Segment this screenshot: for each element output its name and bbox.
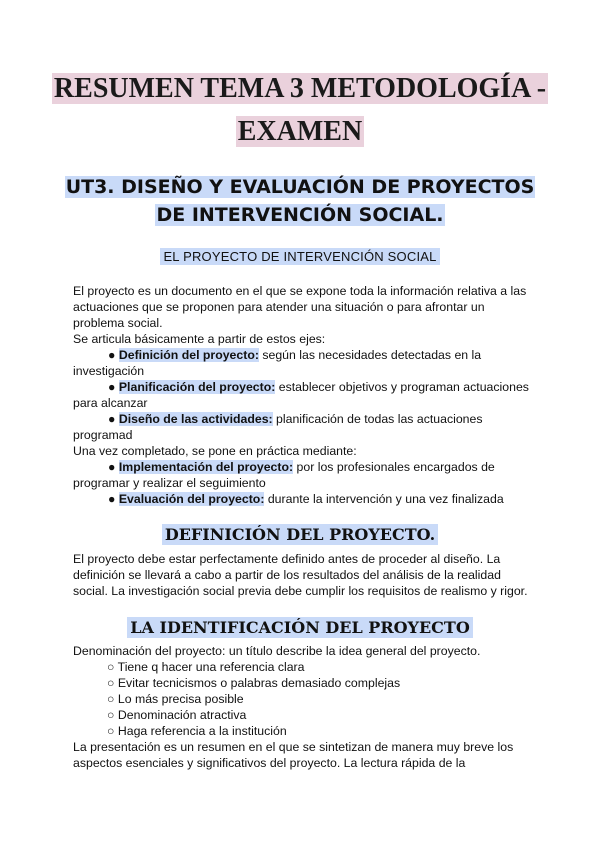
circle-bullet-icon: ○ <box>107 676 115 690</box>
list-item-text: establecer objetivos y programan actuaciones <box>275 380 529 394</box>
paragraph-line: Denominación del proyecto: un título describe la idea general del proyecto. <box>73 644 481 658</box>
list-item-continuation: para alcanzar <box>73 396 148 410</box>
list-item-continuation: investigación <box>73 364 145 378</box>
paragraph-line: problema social. <box>73 316 163 330</box>
list-item: ○ Tiene q hacer una referencia clara <box>107 660 305 674</box>
list-item <box>108 459 568 475</box>
list-item-text: según las necesidades detectadas en la <box>258 348 482 362</box>
list-item <box>108 347 568 363</box>
paragraph-line: definición se llevará a cabo a partir de los resultados del análisis de la realidad <box>73 568 501 582</box>
bullet-icon: ● <box>108 460 116 474</box>
list-item-continuation: programad <box>73 428 133 442</box>
document-title: RESUMEN TEMA 3 METODOLOGÍA - <box>53 73 547 104</box>
bullet-icon: ● <box>108 412 116 426</box>
circle-bullet-icon: ○ <box>107 660 115 674</box>
paragraph-line: La presentación es un resumen en el que se sintetizan de manera muy breve los <box>73 740 514 754</box>
list-item <box>108 411 568 427</box>
list-item-term: Diseño de las actividades: <box>118 412 273 426</box>
unit-heading-line2: DE INTERVENCIÓN SOCIAL. <box>156 204 444 226</box>
list-item-text: por los profesionales encargados de <box>293 460 495 474</box>
paragraph-line: Una vez completado, se pone en práctica mediante: <box>73 444 357 458</box>
list-item <box>108 491 568 507</box>
section-heading-identificacion: LA IDENTIFICACIÓN DEL PROYECTO <box>0 617 600 639</box>
list-item: ○ Haga referencia a la institución <box>107 724 287 738</box>
bullet-icon: ● <box>108 380 116 394</box>
paragraph-line: El proyecto es un documento en el que se expone toda la información relativa a las <box>73 284 527 298</box>
list-item-term: Implementación del proyecto: <box>118 460 294 474</box>
circle-bullet-icon: ○ <box>107 692 115 706</box>
list-item-text: durante la intervención y una vez finalizada <box>264 492 504 506</box>
paragraph-line: social. La investigación social previa debe cumplir los requisitos de realismo y rigor. <box>73 584 528 598</box>
list-item-text: planificación de todas las actuaciones <box>272 412 483 426</box>
list-item: ○ Evitar tecnicismos o palabras demasiado complejas <box>107 676 401 690</box>
bullet-icon: ● <box>108 492 116 506</box>
paragraph-line: Se articula básicamente a partir de estos ejes: <box>73 332 326 346</box>
paragraph-line: El proyecto debe estar perfectamente definido antes de proceder al diseño. La <box>73 552 501 566</box>
bullet-icon: ● <box>108 348 116 362</box>
document-title-line2: EXAMEN <box>237 116 363 147</box>
unit-heading: UT3. DISEÑO Y EVALUACIÓN DE PROYECTOS <box>65 176 535 198</box>
list-item-continuation: programar y realizar el seguimiento <box>73 476 266 490</box>
list-item-term: Definición del proyecto: <box>118 348 259 362</box>
list-item-term: Planificación del proyecto: <box>118 380 276 394</box>
list-item-term: Evaluación del proyecto: <box>118 492 265 506</box>
list-item: ○ Denominación atractiva <box>107 708 247 722</box>
paragraph-line: aspectos esenciales y significativos del proyecto. La lectura rápida de la <box>73 756 466 770</box>
circle-bullet-icon: ○ <box>107 708 115 722</box>
section-heading-definicion: DEFINICIÓN DEL PROYECTO. <box>0 524 600 546</box>
circle-bullet-icon: ○ <box>107 724 115 738</box>
section-heading-proyecto: EL PROYECTO DE INTERVENCIÓN SOCIAL <box>0 249 600 265</box>
list-item: ○ Lo más precisa posible <box>107 692 244 706</box>
paragraph-line: actuaciones que se proponen para atender una situación o para afrontar un <box>73 300 485 314</box>
list-item <box>108 379 568 395</box>
